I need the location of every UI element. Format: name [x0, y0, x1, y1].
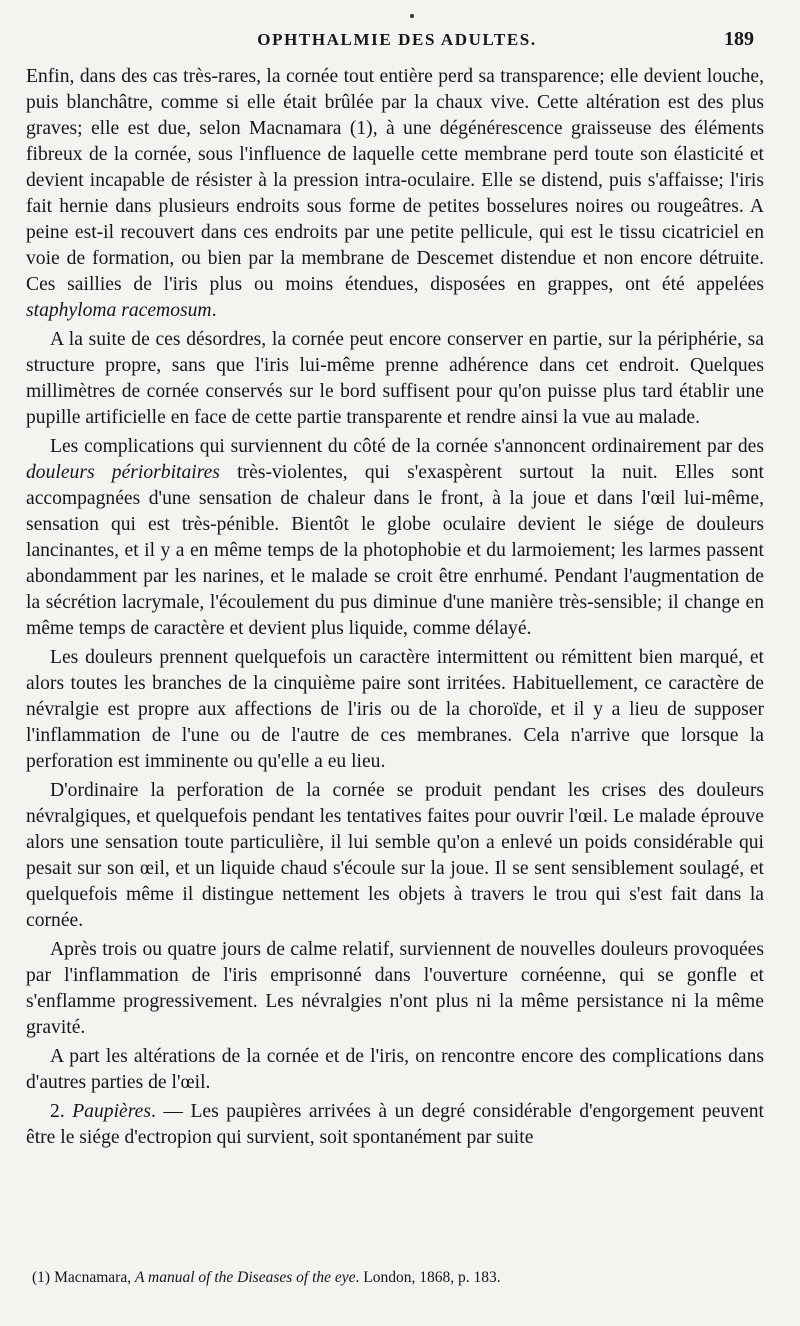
text-run: . — Les paupières arrivées à un degré considérable d'engorgement peuvent être le siége d'ectropion qui survient, soit spontanément par suite: [26, 1101, 765, 1148]
paragraph: [26, 1044, 764, 1096]
text-run: A part les altérations de la cornée et de l'iris, on rencontre encore des complications dans d'autres parties de l'œil.: [26, 1046, 764, 1093]
footnote-title: A manual of the Diseases of the eye: [134, 1269, 356, 1286]
page-number: 189: [724, 28, 754, 50]
footnote-text: [54, 1269, 501, 1286]
text-run: Après trois ou quatre jours de calme relatif, surviennent de nouvelles douleurs provoquées par l'inflammation de l'iris emprisonné dans l'ouverture cornéenne, qui se gonfle et s'enflamme progressivement. Les névralgies n'ont plus ni la même persistance ni la même gravité.: [26, 939, 764, 1038]
italic-text: staphyloma racemosum: [26, 300, 212, 321]
paragraph: [26, 645, 764, 775]
text-run: .: [211, 300, 217, 321]
text-run: très-violentes, qui s'exaspèrent surtout la nuit. Elles sont accompagnées d'une sensation de chaleur dans le front, à la joue et dans l'œil lui-même, sensation qui est très-pénible. Bientôt le globe oculaire devient le siége de douleurs lancinantes, et il y a en même temps de la photophobie et du larmoiement; les larmes passent abondamment par les narines, et le malade se croit être enrhumé. Pendant l'augmentation de la sécrétion lacrymale, l'écoulement du pus diminue d'une manière très-sensible; il change en même temps de caractère et devient plus liquide, comme délayé.: [26, 462, 764, 639]
text-run: Les douleurs prennent quelquefois un caractère intermittent ou rémittent bien marqué, et alors toutes les branches de la cinquième paire sont irritées. Habituellement, ce caractère de névralgie est propre aux affections de l'iris ou de la choroïde, et il y a lieu de supposer l'inflammation de l'une ou de l'autre de ces membranes. Cela n'arrive que lorsque la perforation est imminente ou qu'elle a eu lieu.: [26, 647, 764, 772]
footnote-run: . London, 1868, p. 183.: [355, 1269, 501, 1286]
paragraph: [26, 937, 764, 1041]
text-run: D'ordinaire la perforation de la cornée se produit pendant les crises des douleurs névralgiques, et quelquefois pendant les tentatives faites pour ouvrir l'œil. Le malade éprouve alors une sensation toute particulière, il lui semble qu'on a enlevé un poids considérable qui pesait sur son œil, et un liquide chaud s'écoule sur la joue. Il se sent sensiblement soulagé, et quelquefois même il distingue nettement les objets à travers le trou qui s'est fait dans la cornée.: [26, 780, 764, 931]
paragraph: [26, 778, 764, 934]
italic-text: douleurs périorbitaires: [26, 462, 220, 483]
footnote-run: Macnamara,: [54, 1269, 135, 1286]
paragraph: [26, 64, 764, 324]
footnote-number: (1): [32, 1269, 51, 1286]
italic-text: Paupières: [72, 1101, 151, 1122]
page-header: [40, 30, 754, 56]
paragraph: [26, 434, 764, 642]
paragraph: [26, 327, 764, 431]
body-text: [26, 64, 764, 1154]
paragraph: [26, 1099, 764, 1151]
text-run: Enfin, dans des cas très-rares, la cornée tout entière perd sa transparence; elle devient louche, puis blanchâtre, comme si elle était brûlée par la chaux vive. Cette altération est des plus graves; elle est due, selon Macnamara (1), à une dégénérescence graisseuse des éléments fibreux de la cornée, sous l'influence de laquelle cette membrane perd toute son élasticité et devient incapable de résister à la pression intra-oculaire. Elle se distend, puis s'affaisse; l'iris fait hernie dans plusieurs endroits sous forme de petites bosselures noires ou rougeâtres. A peine est-il recouvert dans ces endroits par une petite pellicule, qui est le tissu cicatriciel en voie de formation, ou bien par la membrane de Descemet distendue et non encore détruite. Ces saillies de l'iris plus ou moins étendues, disposées en grappes, ont été appelées: [26, 66, 764, 295]
ink-speck: [410, 14, 414, 18]
text-run: Les complications qui surviennent du côté de la cornée s'annoncent ordinairement par des: [50, 436, 764, 457]
running-head: OPHTHALMIE DES ADULTES.: [257, 30, 537, 49]
text-run: A la suite de ces désordres, la cornée peut encore conserver en partie, sur la périphérie, sa structure propre, sans que l'iris lui-même prenne adhérence dans cet endroit. Quelques millimètres de cornée conservés sur le bord suffisent pour qu'on puisse plus tard établir une pupille artificielle en face de cette partie transparente et rendre ainsi la vue au malade.: [26, 329, 764, 428]
footnote: [26, 1268, 764, 1288]
text-run: 2.: [50, 1101, 73, 1122]
